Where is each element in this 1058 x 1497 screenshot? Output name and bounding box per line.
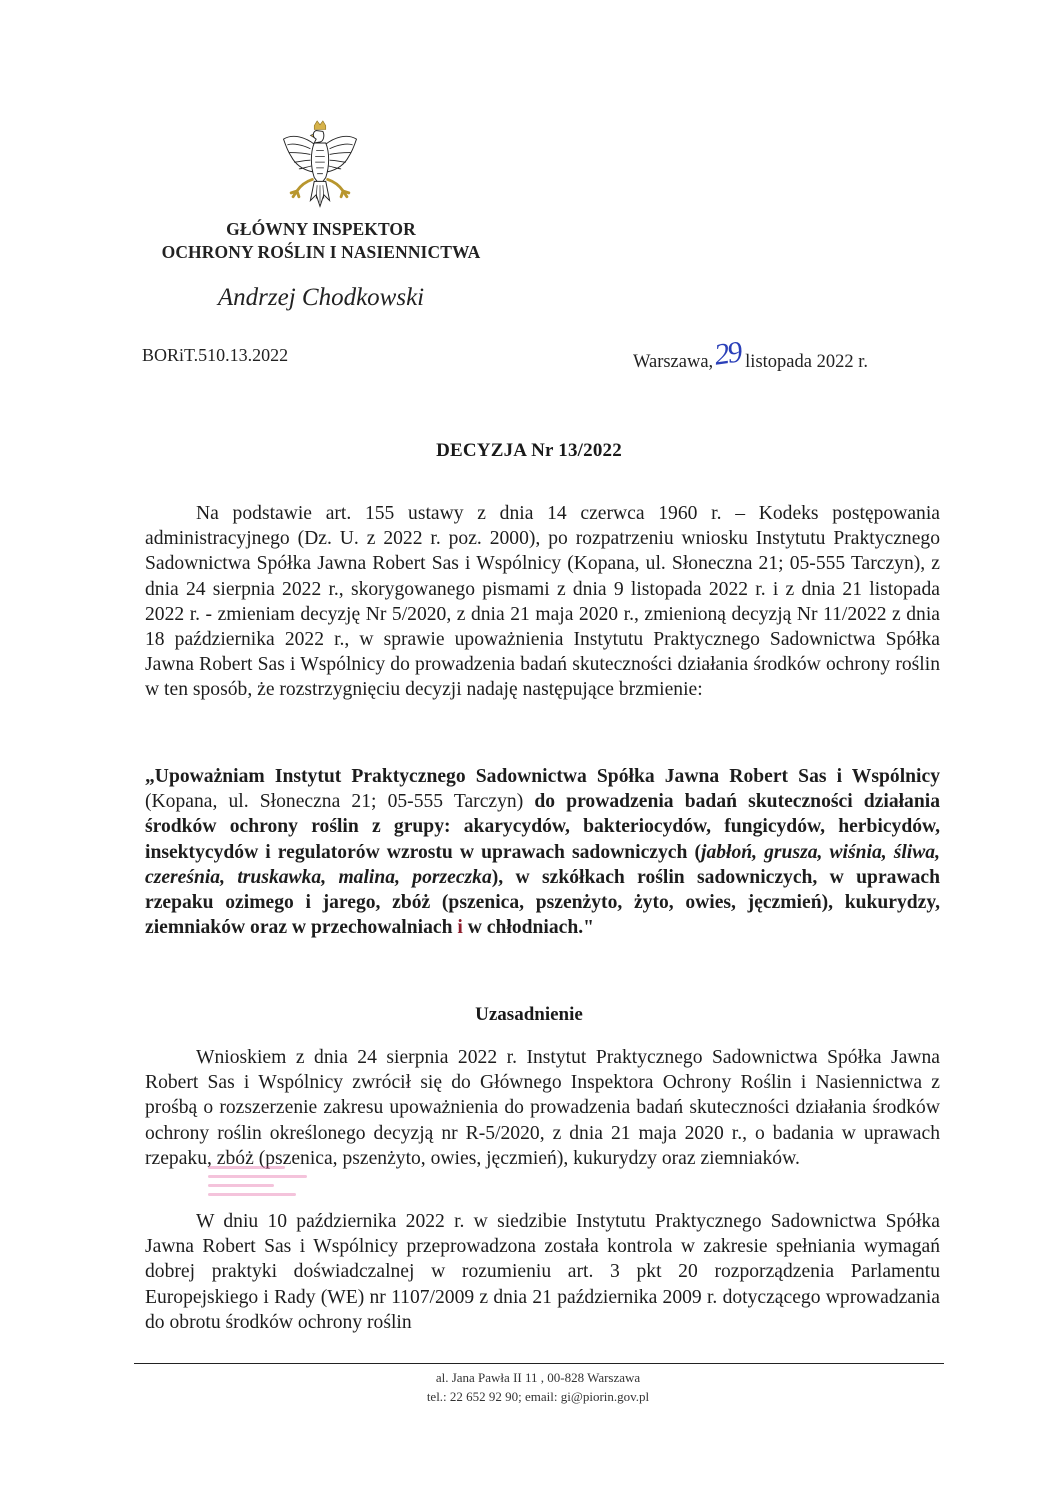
institution-name [135, 218, 507, 264]
quote-part-5: ), w szkółkach roślin sadowniczych, w uprawach rzepaku ozimego i jarego, zbóż (pszenica, pszenżyto, żyto, owies, jęczmień), kukurydzy, ziemniaków oraz w przechowalniach [145, 866, 940, 939]
footer-contact: tel.: 22 652 92 90; email: gi@piorin.gov.pl [426, 1389, 650, 1404]
reference-number: BORiT.510.13.2022 [142, 345, 289, 365]
institution-name-line1: GŁÓWNY INSPEKTOR [226, 219, 416, 239]
polish-eagle-emblem-icon [272, 118, 368, 214]
quote-part-3: do prowadzenia badań skuteczności działania środków ochrony roślin z grupy: akarycydów, bakteriocydów, fungicydów, herbicydów, insektycydów i regulatorów wzrostu w uprawach sadowniczych ( [145, 791, 940, 863]
date-month-year: listopada 2022 r. [745, 352, 868, 372]
quote-crop-list: jabłoń, grusza, wiśnia, śliwa, czereśnia, truskawka, malina, porzeczka [145, 841, 940, 888]
justification-heading: Uzasadnienie [475, 1004, 583, 1025]
footer-address: al. Jana Pawła II 11 , 00-828 Warszawa [435, 1370, 641, 1385]
decision-paragraph: Na podstawie art. 155 ustawy z dnia 14 czerwca 1960 r. – Kodeks postępowania administracyjnego (Dz. U. z 2022 r. poz. 2000), po rozpatrzeniu wniosku Instytutu Praktycznego Sadownictwa Spółka Jawna Robert Sas i Wspólnicy (Kopana, ul. Słoneczna 21; 05-555 Tarczyn), z dnia 24 sierpnia 2022 r., skorygowanego pismami z dnia 9 listopada 2022 r. i z dnia 21 listopada 2022 r. - zmieniam decyzję Nr 5/2020, z dnia 21 maja 2020 r., zmienioną decyzją Nr 11/2022 z dnia 18 października 2022 r., w sprawie upoważnienia Instytutu Praktycznego Sadownictwa Spółka Jawna Robert Sas i Wspólnicy do prowadzenia badań skuteczności działania środków ochrony roślin w ten sposób, że rozstrzygnięciu decyzji nadaję następujące brzmienie: [145, 503, 940, 701]
quote-part-2: (Kopana, ul. Słoneczna 21; 05-555 Tarczyn) [145, 791, 535, 813]
date-place: Warszawa, [633, 352, 714, 372]
justification-paragraph-1: Wnioskiem z dnia 24 sierpnia 2022 r. Instytut Praktycznego Sadownictwa Spółka Jawna Robert Sas i Wspólnicy zwrócił się do Głównego Inspektora Ochrony Roślin i Nasiennictwa z prośbą o rozszerzenie zakresu upoważnienia do prowadzenia badań skuteczności działania środków ochrony roślin określonego decyzją nr R-5/2020, z dnia 21 maja 2020 r., o badania w uprawach rzepaku, zbóż (pszenica, pszenżyto, owies, jęczmień), kukurydzy oraz ziemniaków. [145, 1047, 940, 1169]
decision-title: DECYZJA Nr 13/2022 [436, 440, 622, 461]
signer-name: Andrzej Chodkowski [217, 284, 425, 311]
handwritten-day: 29 [712, 335, 743, 372]
date-line [633, 335, 868, 375]
justification-paragraph-2: W dniu 10 października 2022 r. w siedzibie Instytutu Praktycznego Sadownictwa Spółka Jawna Robert Sas i Wspólnicy przeprowadzona została kontrola w zakresie spełniania wymagań dobrej praktyki doświadczalnej w rozumieniu art. 3 pkt 20 rozporządzenia Parlamentu Europejskiego i Rady (WE) nr 1107/2009 z dnia 21 października 2009 r. dotyczącego wprowadzania do obrotu środków ochrony roślin [145, 1211, 940, 1333]
decision-quote [145, 764, 940, 940]
institution-name-line2: OCHRONY ROŚLIN I NASIENNICTWA [161, 242, 481, 262]
quote-part-1: „Upoważniam Instytut Praktycznego Sadownictwa Spółka Jawna Robert Sas i Wspólnicy [145, 766, 940, 787]
quote-part-6: i [457, 917, 463, 939]
footer [0, 1368, 1058, 1406]
quote-part-7: w chłodniach." [462, 917, 595, 939]
footer-divider [134, 1363, 944, 1364]
